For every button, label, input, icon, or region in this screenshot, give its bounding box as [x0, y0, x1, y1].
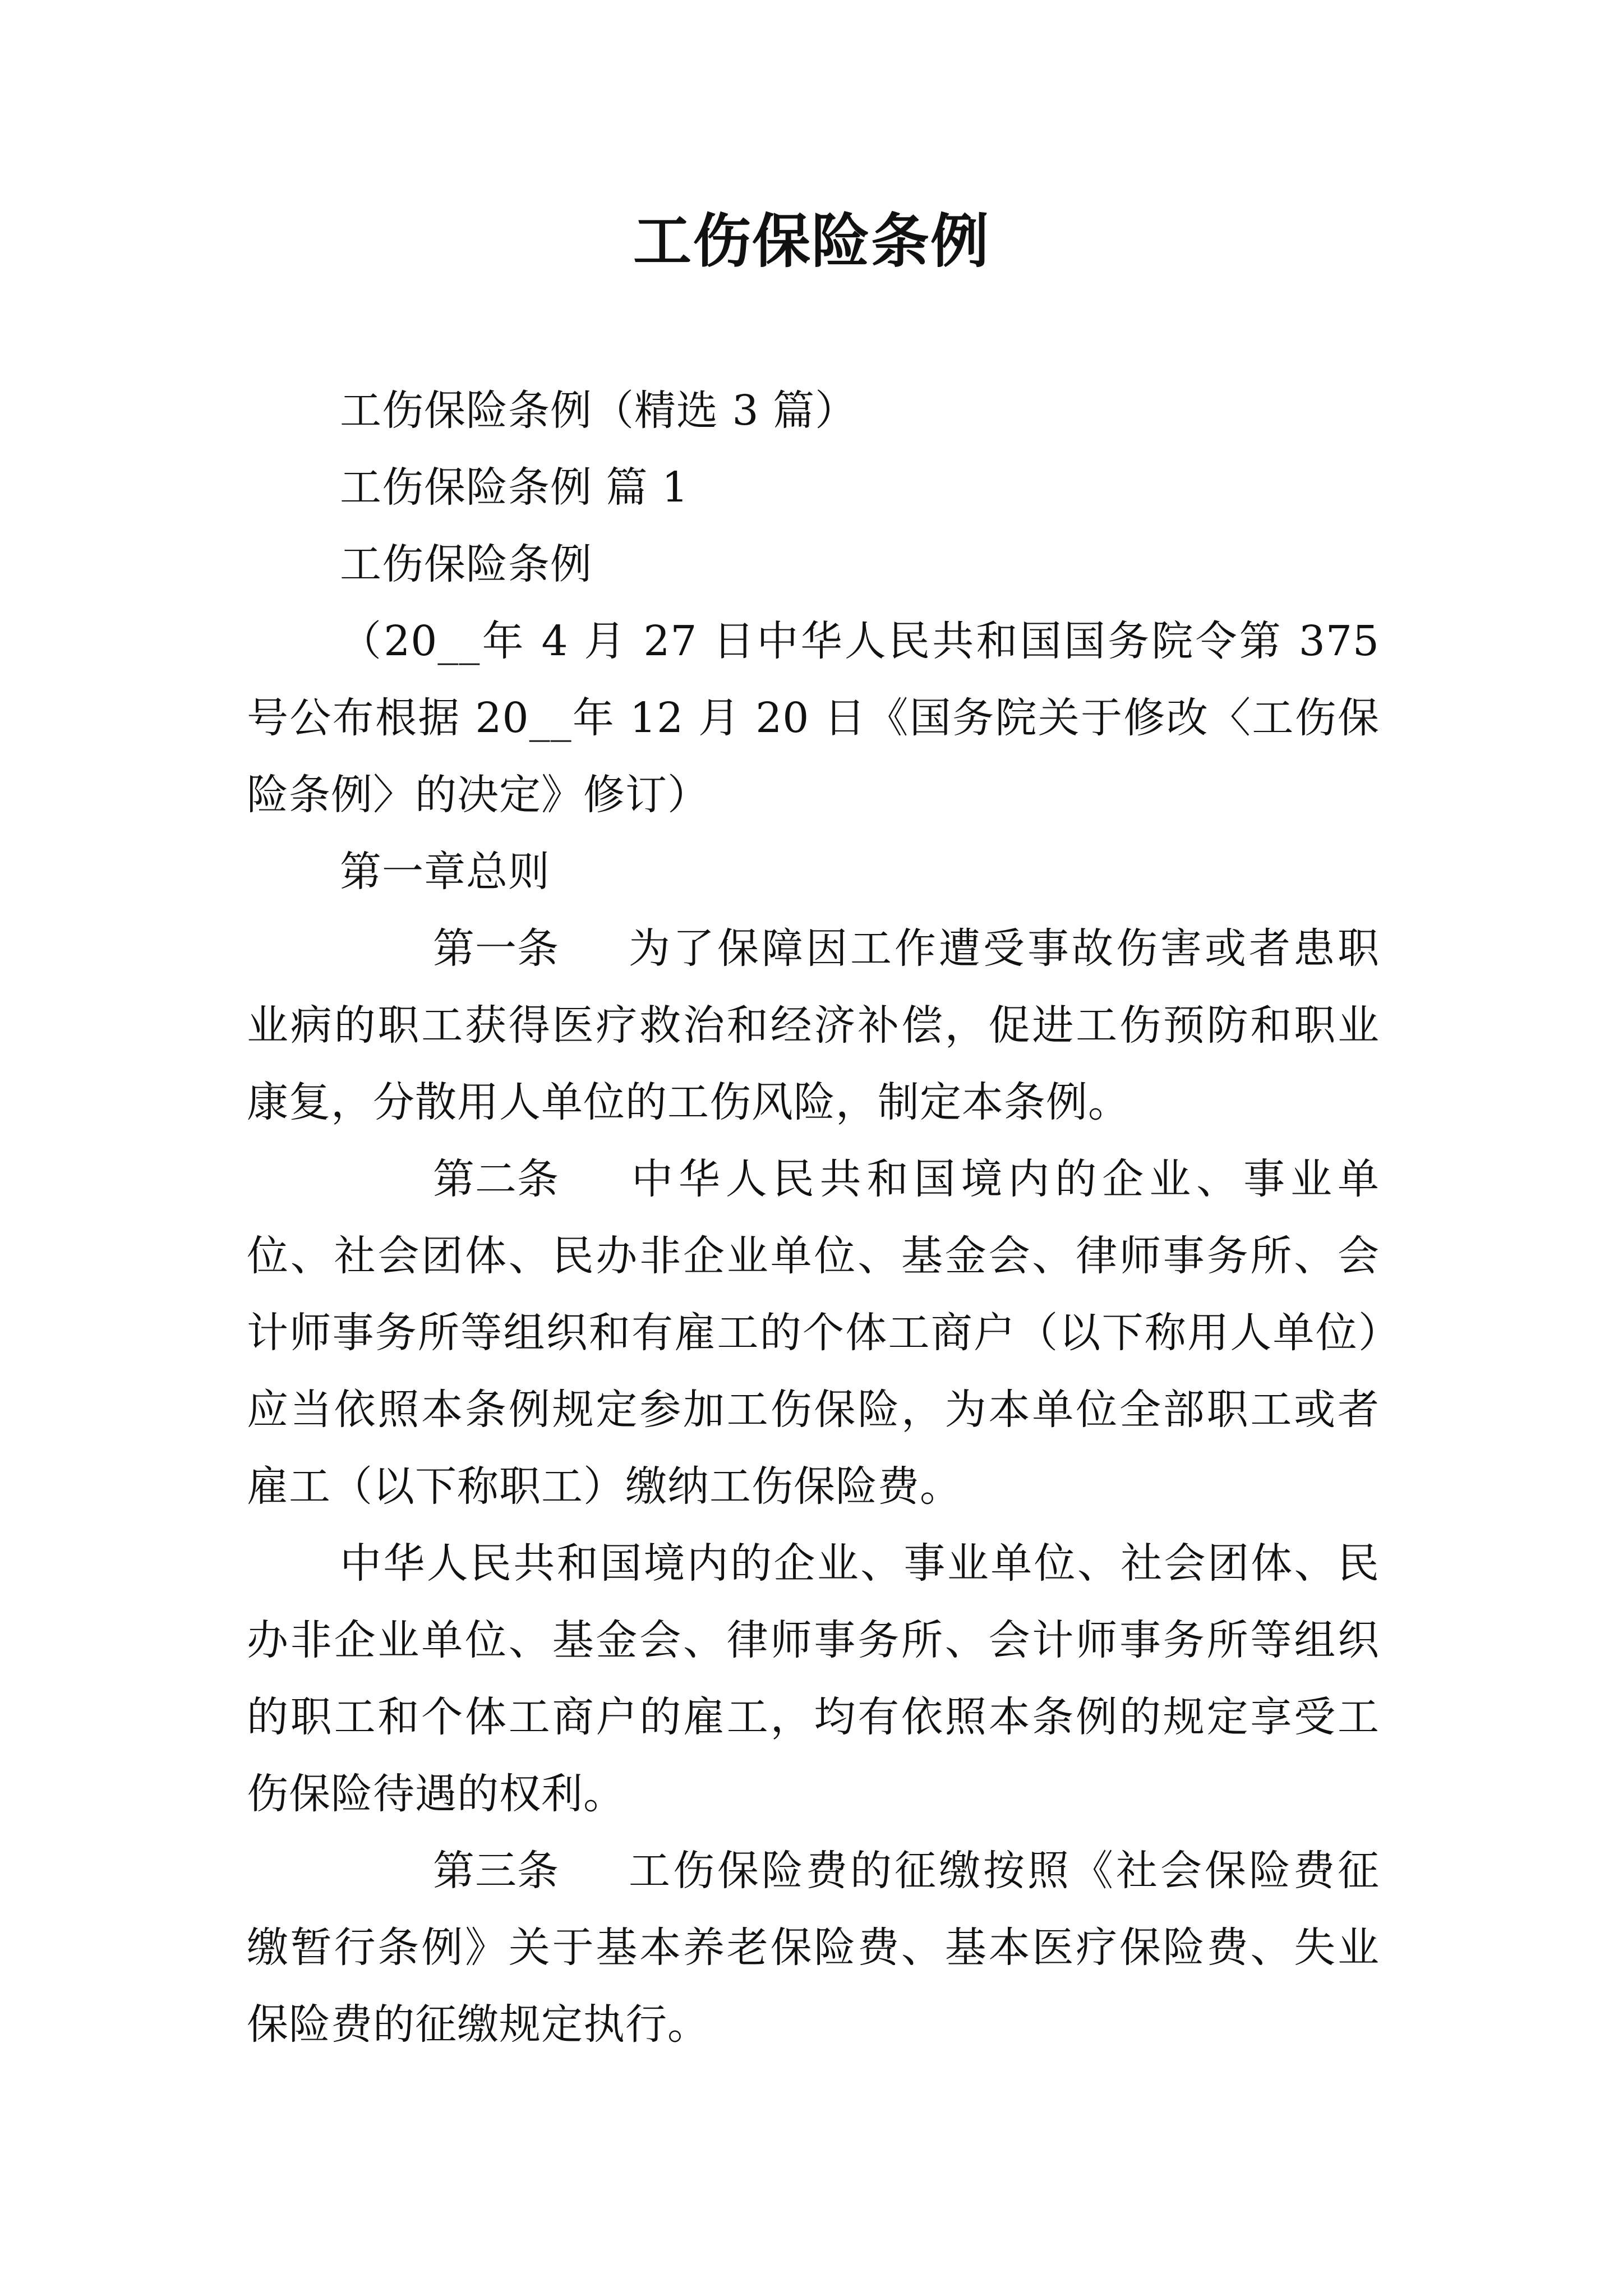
article-3-text: 工伤保险费的征缴按照《社会保险费征缴暂行条例》关于基本养老保险费、基本医疗保险费、失业保险费的征缴规定执行。 — [247, 1847, 1380, 2049]
article-2-text: 中华人民共和国境内的企业、事业单位、社会团体、民办非企业单位、基金会、律师事务所、会计师事务所等组织和有雇工的个体工商户（以下称用人单位）应当依照本条例规定参加工伤保险，为本单位全部职工或者雇工（以下称职工）缴纳工伤保险费。 — [247, 1155, 1380, 1511]
article-3-heading: 第三条 — [433, 1847, 559, 1895]
article-1-text: 为了保障因工作遭受事故伤害或者患职业病的职工获得医疗救治和经济补偿，促进工伤预防和职业康复，分散用人单位的工伤风险，制定本条例。 — [247, 924, 1380, 1126]
article-3 — [247, 1833, 1380, 2063]
document-title: 工伤保险条例 — [633, 206, 990, 275]
article-2-heading: 第二条 — [433, 1155, 559, 1203]
article-1-heading: 第一条 — [433, 924, 559, 973]
paragraph-promulgation-note: （20__年 4 月 27 日中华人民共和国国务院令第 375 号公布根据 20__年 12 月 20 日《国务院关于修改〈工伤保险条例〉的决定》修订） — [247, 617, 1380, 819]
paragraph-regulation-name: 工伤保险条例 — [340, 540, 592, 588]
paragraph-chapter-heading: 第一章总则 — [340, 848, 550, 896]
document-body — [247, 372, 1380, 2063]
article-2 — [247, 1141, 1380, 1525]
article-1 — [247, 910, 1380, 1141]
article-2-paragraph-2: 中华人民共和国境内的企业、事业单位、社会团体、民办非企业单位、基金会、律师事务所、会计师事务所等组织的职工和个体工商户的雇工，均有依照本条例的规定享受工伤保险待遇的权利。 — [247, 1539, 1380, 1818]
paragraph-subtitle: 工伤保险条例（精选 3 篇） — [340, 386, 857, 435]
paragraph-section-heading: 工伤保险条例 篇 1 — [340, 463, 689, 512]
